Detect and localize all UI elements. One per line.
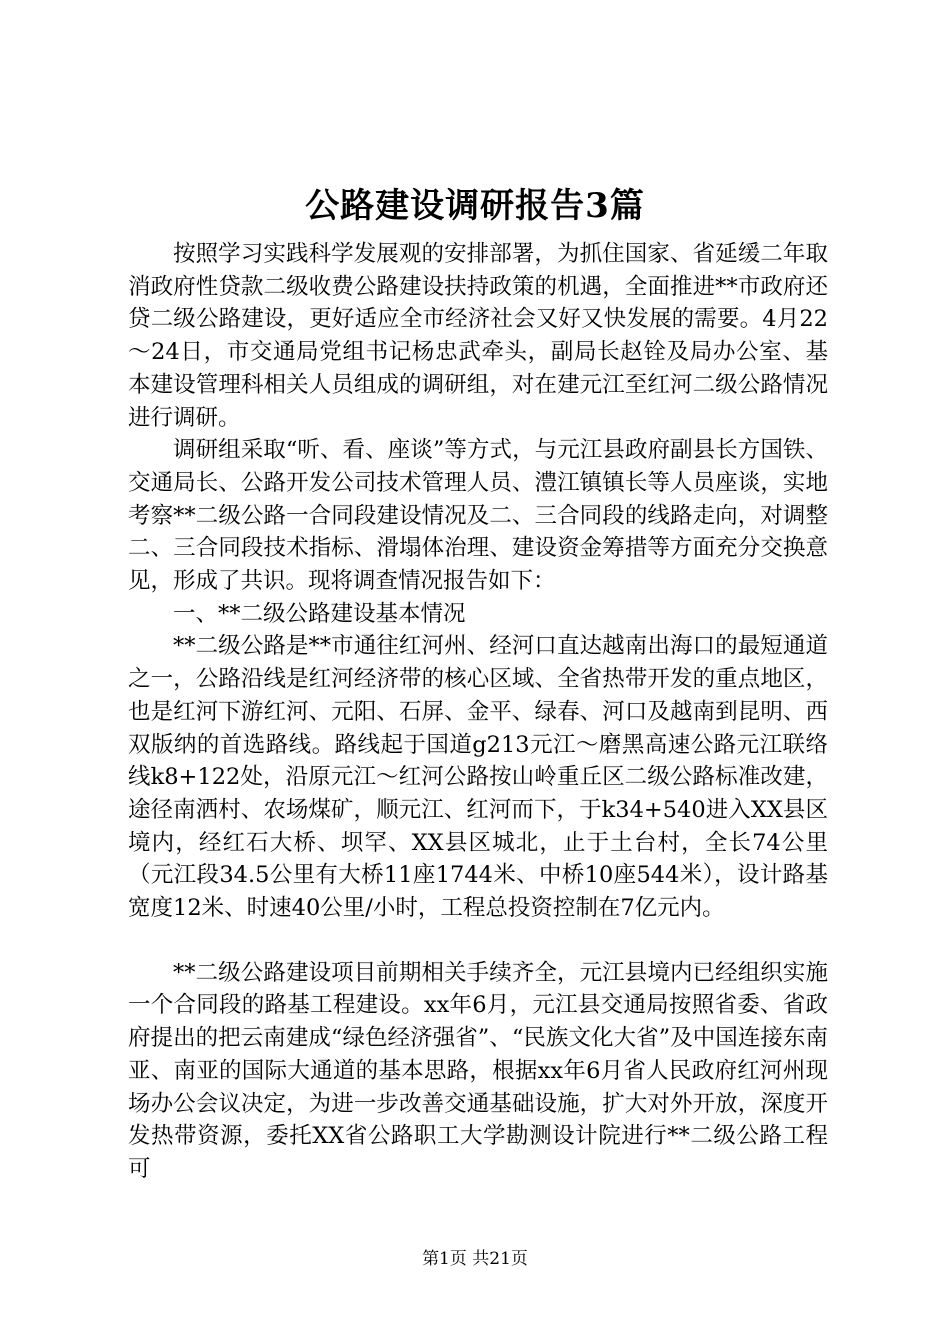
document-body (128, 238, 828, 1186)
paragraph-intro: 按照学习实践科学发展观的安排部署，为抓住国家、省延缓二年取消政府性贷款二级收费公路建设扶持政策的机遇，全面推进**市政府还贷二级公路建设，更好适应全市经济社会又好又快发展的需要。4月22～24日，市交通局党组书记杨忠武牵头，副局长赵铨及局办公室、基本建设管理科相关人员组成的调研组，对在建元江至红河二级公路情况进行调研。 (128, 241, 828, 431)
paragraph-method: 调研组采取“听、看、座谈”等方式，与元江县政府副县长方国铁、交通局长、公路开发公司技术管理人员、澧江镇镇长等人员座谈，实地考察**二级公路一合同段建设情况及二、三合同段的线路走向，对调整二、三合同段技术指标、滑塌体治理、建设资金筹措等方面充分交换意见，形成了共识。现将调查情况报告如下： (128, 437, 828, 595)
section-heading: 一、**二级公路建设基本情况 (173, 600, 466, 627)
paragraph-procedures: **二级公路建设项目前期相关手续齐全，元江县境内已经组织实施一个合同段的路基工程建设。xx年6月，元江县交通局按照省委、省政府提出的把云南建成“绿色经济强省”、“民族文化大省”及中国连接东南亚、南亚的国际大通道的基本思路，根据xx年6月省人民政府红河州现场办公会议决定，为进一步改善交通基础设施，扩大对外开放，深度开发热带资源，委托XX省公路职工大学勘测设计院进行**二级公路工程可 (128, 959, 828, 1182)
document-title: 公路建设调研报告3篇 (305, 186, 645, 226)
page-number: 第1页 共21页 (422, 1249, 528, 1269)
paragraph-overview: **二级公路是**市通往红河州、经河口直达越南出海口的最短通道之一，公路沿线是红河经济带的核心区域、全省热带开发的重点地区，也是红河下游红河、元阳、石屏、金平、绿春、河口及越南到昆明、西双版纳的首选路线。路线起于国道g213元江～磨黑高速公路元江联络线k8+122处，沿原元江～红河公路按山岭重丘区二级公路标准改建，途径南洒村、农场煤矿，顺元江、红河而下，于k34+540进入XX县区境内，经红石大桥、坝罕、XX县区城北，止于土台村，全长74公里（元江段34.5公里有大桥11座1744米、中桥10座544米），设计路基宽度12米、时速40公里/小时，工程总投资控制在7亿元内。 (128, 633, 828, 922)
